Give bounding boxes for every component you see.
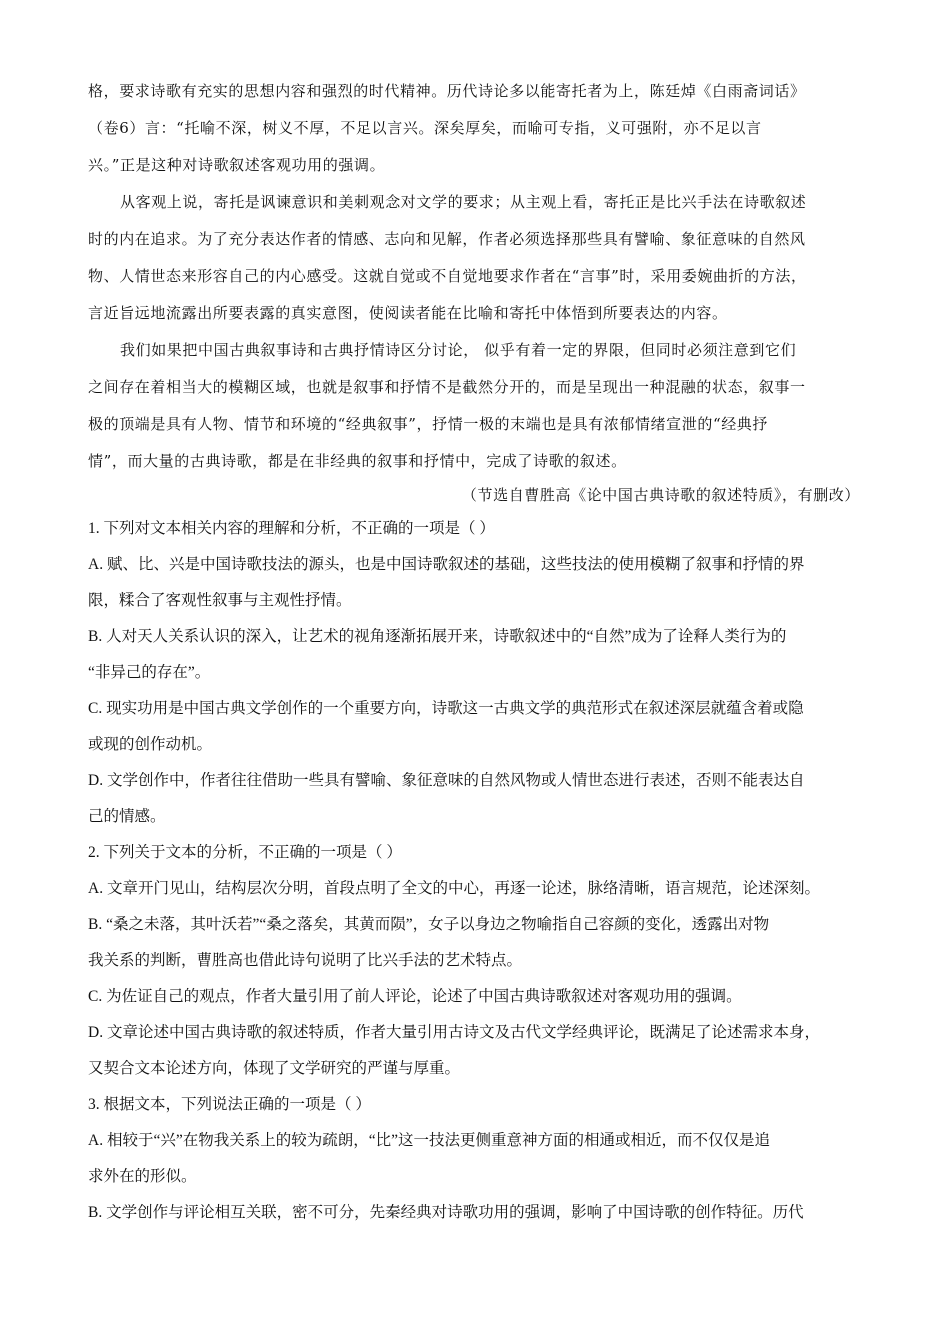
question-3-option-a-cont: 求外在的形似。 [88, 1168, 197, 1185]
question-1-option-d-cont: 己的情感。 [88, 808, 166, 825]
question-1-option-a-cont: 限，糅合了客观性叙事与主观性抒情。 [88, 592, 352, 609]
passage-line: 情”，而大量的古典诗歌，都是在非经典的叙事和抒情中，完成了诗歌的叙述。 [88, 452, 627, 470]
question-2-option-b: B. “桑之未落，其叶沃若”“桑之落矣，其黄而陨”，女子以身边之物喻指自己容颜的变化，透露出对物 [88, 916, 770, 933]
passage-line: 时的内在追求。为了充分表达作者的情感、志向和见解，作者必须选择那些具有譬喻、象征意味的自然风 [88, 230, 806, 248]
question-2-option-d: D. 文章论述中国古典诗歌的叙述特质，作者大量引用古诗文及古代文学经典评论，既满足了论述需求本身， [88, 1024, 820, 1041]
question-3-option-a: A. 相较于“兴”在物我关系上的较为疏朗，“比”这一技法更侧重意神方面的相通或相近，而不仅仅是追 [88, 1132, 770, 1149]
question-1-option-b: B. 人对天人关系认识的深入，让艺术的视角逐渐拓展开来，诗歌叙述中的“自然”成为了诠释人类行为的 [88, 628, 787, 645]
question-2-option-a: A. 文章开门见山，结构层次分明，首段点明了全文的中心，再逐一论述，脉络清晰，语言规范，论述深刻。 [88, 880, 820, 897]
question-3-option-b: B. 文学创作与评论相互关联，密不可分，先秦经典对诗歌功用的强调，影响了中国诗歌的创作特征。历代 [88, 1204, 804, 1221]
question-1-option-a: A. 赋、比、兴是中国诗歌技法的源头，也是中国诗歌叙述的基础，这些技法的使用模糊了叙事和抒情的界 [88, 556, 805, 573]
passage-paragraph-start: 从客观上说，寄托是讽谏意识和美刺观念对文学的要求；从主观上看，寄托正是比兴手法在诗歌叙述 [120, 193, 807, 211]
passage-line: 极的顶端是具有人物、情节和环境的“经典叙事”，抒情一极的末端也是具有浓郁情绪宣泄的“经典抒 [88, 415, 769, 433]
question-2-option-d-cont: 又契合文本论述方向，体现了文学研究的严谨与厚重。 [88, 1060, 461, 1077]
question-2-option-c: C. 为佐证自己的观点，作者大量引用了前人评论，论述了中国古典诗歌叙述对客观功用的强调。 [88, 988, 742, 1005]
passage-line: 之间存在着相当大的模糊区域，也就是叙事和抒情不是截然分开的，而是呈现出一种混融的状态，叙事一 [88, 378, 806, 396]
question-1-option-b-cont: “非异己的存在”。 [88, 664, 211, 681]
question-1-option-c: C. 现实功用是中国古典文学创作的一个重要方向，诗歌这一古典文学的典范形式在叙述深层就蕴含着或隐 [88, 700, 804, 717]
passage-source: （节选自曹胜高《论中国古典诗歌的叙述特质》，有删改） [461, 486, 860, 504]
question-2-stem: 2. 下列关于文本的分析，不正确的一项是（ ） [88, 844, 402, 861]
passage-line: 兴。”正是这种对诗歌叙述客观功用的强调。 [88, 156, 386, 174]
passage-line: 物、人情世态来形容自己的内心感受。这就自觉或不自觉地要求作者在“言事”时，采用委婉曲折的方法， [88, 267, 807, 285]
question-2-option-b-cont: 我关系的判断，曹胜高也借此诗句说明了比兴手法的艺术特点。 [88, 952, 523, 969]
question-3-stem: 3. 根据文本，下列说法正确的一项是（ ） [88, 1096, 371, 1113]
passage-line: （卷6）言：“托喻不深，树义不厚，不足以言兴。深矣厚矣，而喻可专指，义可强附，亦不足以言 [88, 119, 762, 137]
passage-line: 格，要求诗歌有充实的思想内容和强烈的时代精神。历代诗论多以能寄托者为上，陈廷焯《白雨斋词话》 [88, 82, 806, 100]
passage-paragraph-start: 我们如果把中国古典叙事诗和古典抒情诗区分讨论， 似乎有着一定的界限，但同时必须注意到它们 [120, 341, 797, 359]
question-1-option-d: D. 文学创作中，作者往往借助一些具有譬喻、象征意味的自然风物或人情世态进行表述，否则不能表达自 [88, 772, 805, 789]
question-1-option-c-cont: 或现的创作动机。 [88, 736, 213, 753]
question-1-stem: 1. 下列对文本相关内容的理解和分析，不正确的一项是（ ） [88, 520, 495, 537]
passage-line: 言近旨远地流露出所要表露的真实意图，使阅读者能在比喻和寄托中体悟到所要表达的内容。 [88, 304, 728, 322]
